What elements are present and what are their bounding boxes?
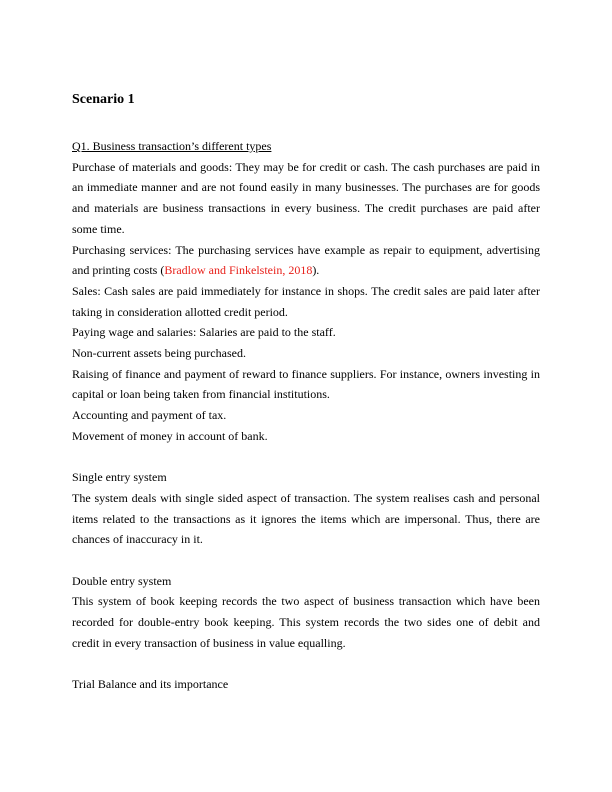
q1-title-text: Q1. Business transaction’s different types [72,139,272,153]
noncurrent-paragraph: Non-current assets being purchased. [72,346,246,361]
services-text: Purchasing services: The purchasing services have example as repair to equipment, advertising and printing costs ( [72,242,540,278]
double-entry-title: Double entry system [72,573,172,588]
spacer [72,447,540,468]
wages-paragraph: Paying wage and salaries: Salaries are paid to the staff. [72,325,336,340]
finance-paragraph: Raising of finance and payment of reward to finance suppliers. For instance, owners investing in capital or loan being taken from financial institutions. [72,366,540,402]
document-page [72,90,540,695]
scenario-heading: Scenario 1 [72,92,135,107]
trial-balance-title: Trial Balance and its importance [72,677,229,692]
bank-paragraph: Movement of money in account of bank. [72,428,268,443]
q1-title [72,136,540,157]
sales-paragraph: Sales: Cash sales are paid immediately for instance in shops. The credit sales are paid later after taking in consideration allotted credit period. [72,283,540,319]
single-entry-title: Single entry system [72,470,167,485]
single-entry-body: The system deals with single sided aspect of transaction. The system realises cash and personal items related to the transactions as it ignores the items which are impersonal. Thus, there are chances of inaccuracy in it. [72,490,540,547]
services-citation[interactable]: Bradlow and Finkelstein, 2018 [164,263,313,278]
purchase-paragraph: Purchase of materials and goods: They may be for credit or cash. The cash purchases are paid in an immediate manner and are not found easily in many businesses. The purchases are for goods and materials are business transactions in every business. The credit purchases are paid after some time. [72,159,540,236]
spacer [72,550,540,571]
tax-paragraph: Accounting and payment of tax. [72,408,227,423]
services-paragraph [72,240,540,281]
spacer [72,654,540,675]
double-entry-body: This system of book keeping records the two aspect of business transaction which have been recorded for double-entry book keeping. This system records the two sides one of debit and credit in every transaction of business in value equalling. [72,594,540,650]
services-text-end: ). [312,263,320,278]
